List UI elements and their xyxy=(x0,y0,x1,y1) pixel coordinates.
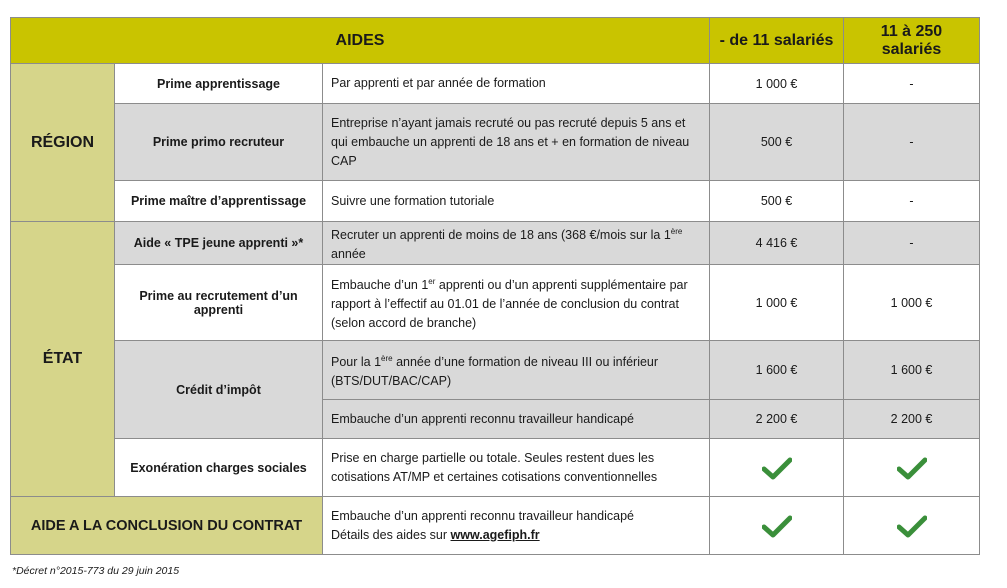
aid-description: Entreprise n’ayant jamais recruté ou pas recruté depuis 5 ans et qui embauche un apprenti de 18 ans et + en formation de niveau CAP xyxy=(323,104,710,181)
aid-name: Prime apprentissage xyxy=(115,64,323,104)
aid-description: Embauche d’un apprenti reconnu travailleur handicapé xyxy=(323,400,710,439)
aid-name: Crédit d’impôt xyxy=(115,341,323,439)
aid-description: Prise en charge partielle ou totale. Seules restent dues les cotisations AT/MP et certaines cotisations conventionnelles xyxy=(323,439,710,497)
aid-name: Exonération charges sociales xyxy=(115,439,323,497)
group-conclusion: AIDE A LA CONCLUSION DU CONTRAT xyxy=(11,497,323,555)
header-aides: AIDES xyxy=(11,18,710,64)
amount-large: - xyxy=(844,222,980,265)
table-row xyxy=(11,64,980,104)
amount-large: - xyxy=(844,181,980,222)
checkmark-icon xyxy=(897,514,927,538)
aid-table xyxy=(10,17,980,555)
group-region: RÉGION xyxy=(11,64,115,222)
aid-description: Suivre une formation tutoriale xyxy=(323,181,710,222)
amount-small: 2 200 € xyxy=(710,400,844,439)
check-cell-small xyxy=(710,439,844,497)
table-row xyxy=(11,265,980,341)
header-col-small: - de 11 salariés xyxy=(710,18,844,64)
footnote: *Décret n°2015-773 du 29 juin 2015 xyxy=(12,565,180,577)
amount-small: 500 € xyxy=(710,181,844,222)
amount-small: 1 600 € xyxy=(710,341,844,400)
amount-large: 1 000 € xyxy=(844,265,980,341)
check-cell-large xyxy=(844,497,980,555)
conclusion-line2: Détails des aides sur www.agefiph.fr xyxy=(331,527,540,542)
aid-description: Recruter un apprenti de moins de 18 ans (368 €/mois sur la 1ère année xyxy=(323,222,710,265)
checkmark-icon xyxy=(897,456,927,480)
aid-description: Par apprenti et par année de formation xyxy=(323,64,710,104)
aid-name: Prime primo recruteur xyxy=(115,104,323,181)
checkmark-icon xyxy=(762,456,792,480)
aid-name: Prime au recrutement d’un apprenti xyxy=(115,265,323,341)
table-row xyxy=(11,181,980,222)
table-row xyxy=(11,497,980,555)
amount-small: 500 € xyxy=(710,104,844,181)
aid-description: Pour la 1ère année d’une formation de niveau III ou inférieur (BTS/DUT/BAC/CAP) xyxy=(323,341,710,400)
amount-small: 1 000 € xyxy=(710,64,844,104)
check-cell-small xyxy=(710,497,844,555)
aid-description xyxy=(323,497,710,555)
aid-name: Prime maître d’apprentissage xyxy=(115,181,323,222)
aid-description: Embauche d’un 1er apprenti ou d’un apprenti supplémentaire par rapport à l’effectif au 01.01 de l’année de conclusion du contrat (selon accord de branche) xyxy=(323,265,710,341)
amount-small: 4 416 € xyxy=(710,222,844,265)
table-row xyxy=(11,439,980,497)
agefiph-link[interactable]: www.agefiph.fr xyxy=(450,527,540,542)
amount-large: - xyxy=(844,64,980,104)
amount-large: - xyxy=(844,104,980,181)
table-row xyxy=(11,104,980,181)
header-col-large: 11 à 250 salariés xyxy=(844,18,980,64)
check-cell-large xyxy=(844,439,980,497)
aid-name: Aide « TPE jeune apprenti »* xyxy=(115,222,323,265)
table-row xyxy=(11,341,980,400)
checkmark-icon xyxy=(762,514,792,538)
amount-large: 2 200 € xyxy=(844,400,980,439)
amount-large: 1 600 € xyxy=(844,341,980,400)
table-row xyxy=(11,222,980,265)
conclusion-line1: Embauche d’un apprenti reconnu travailleur handicapé xyxy=(331,508,634,523)
group-etat: ÉTAT xyxy=(11,222,115,497)
amount-small: 1 000 € xyxy=(710,265,844,341)
